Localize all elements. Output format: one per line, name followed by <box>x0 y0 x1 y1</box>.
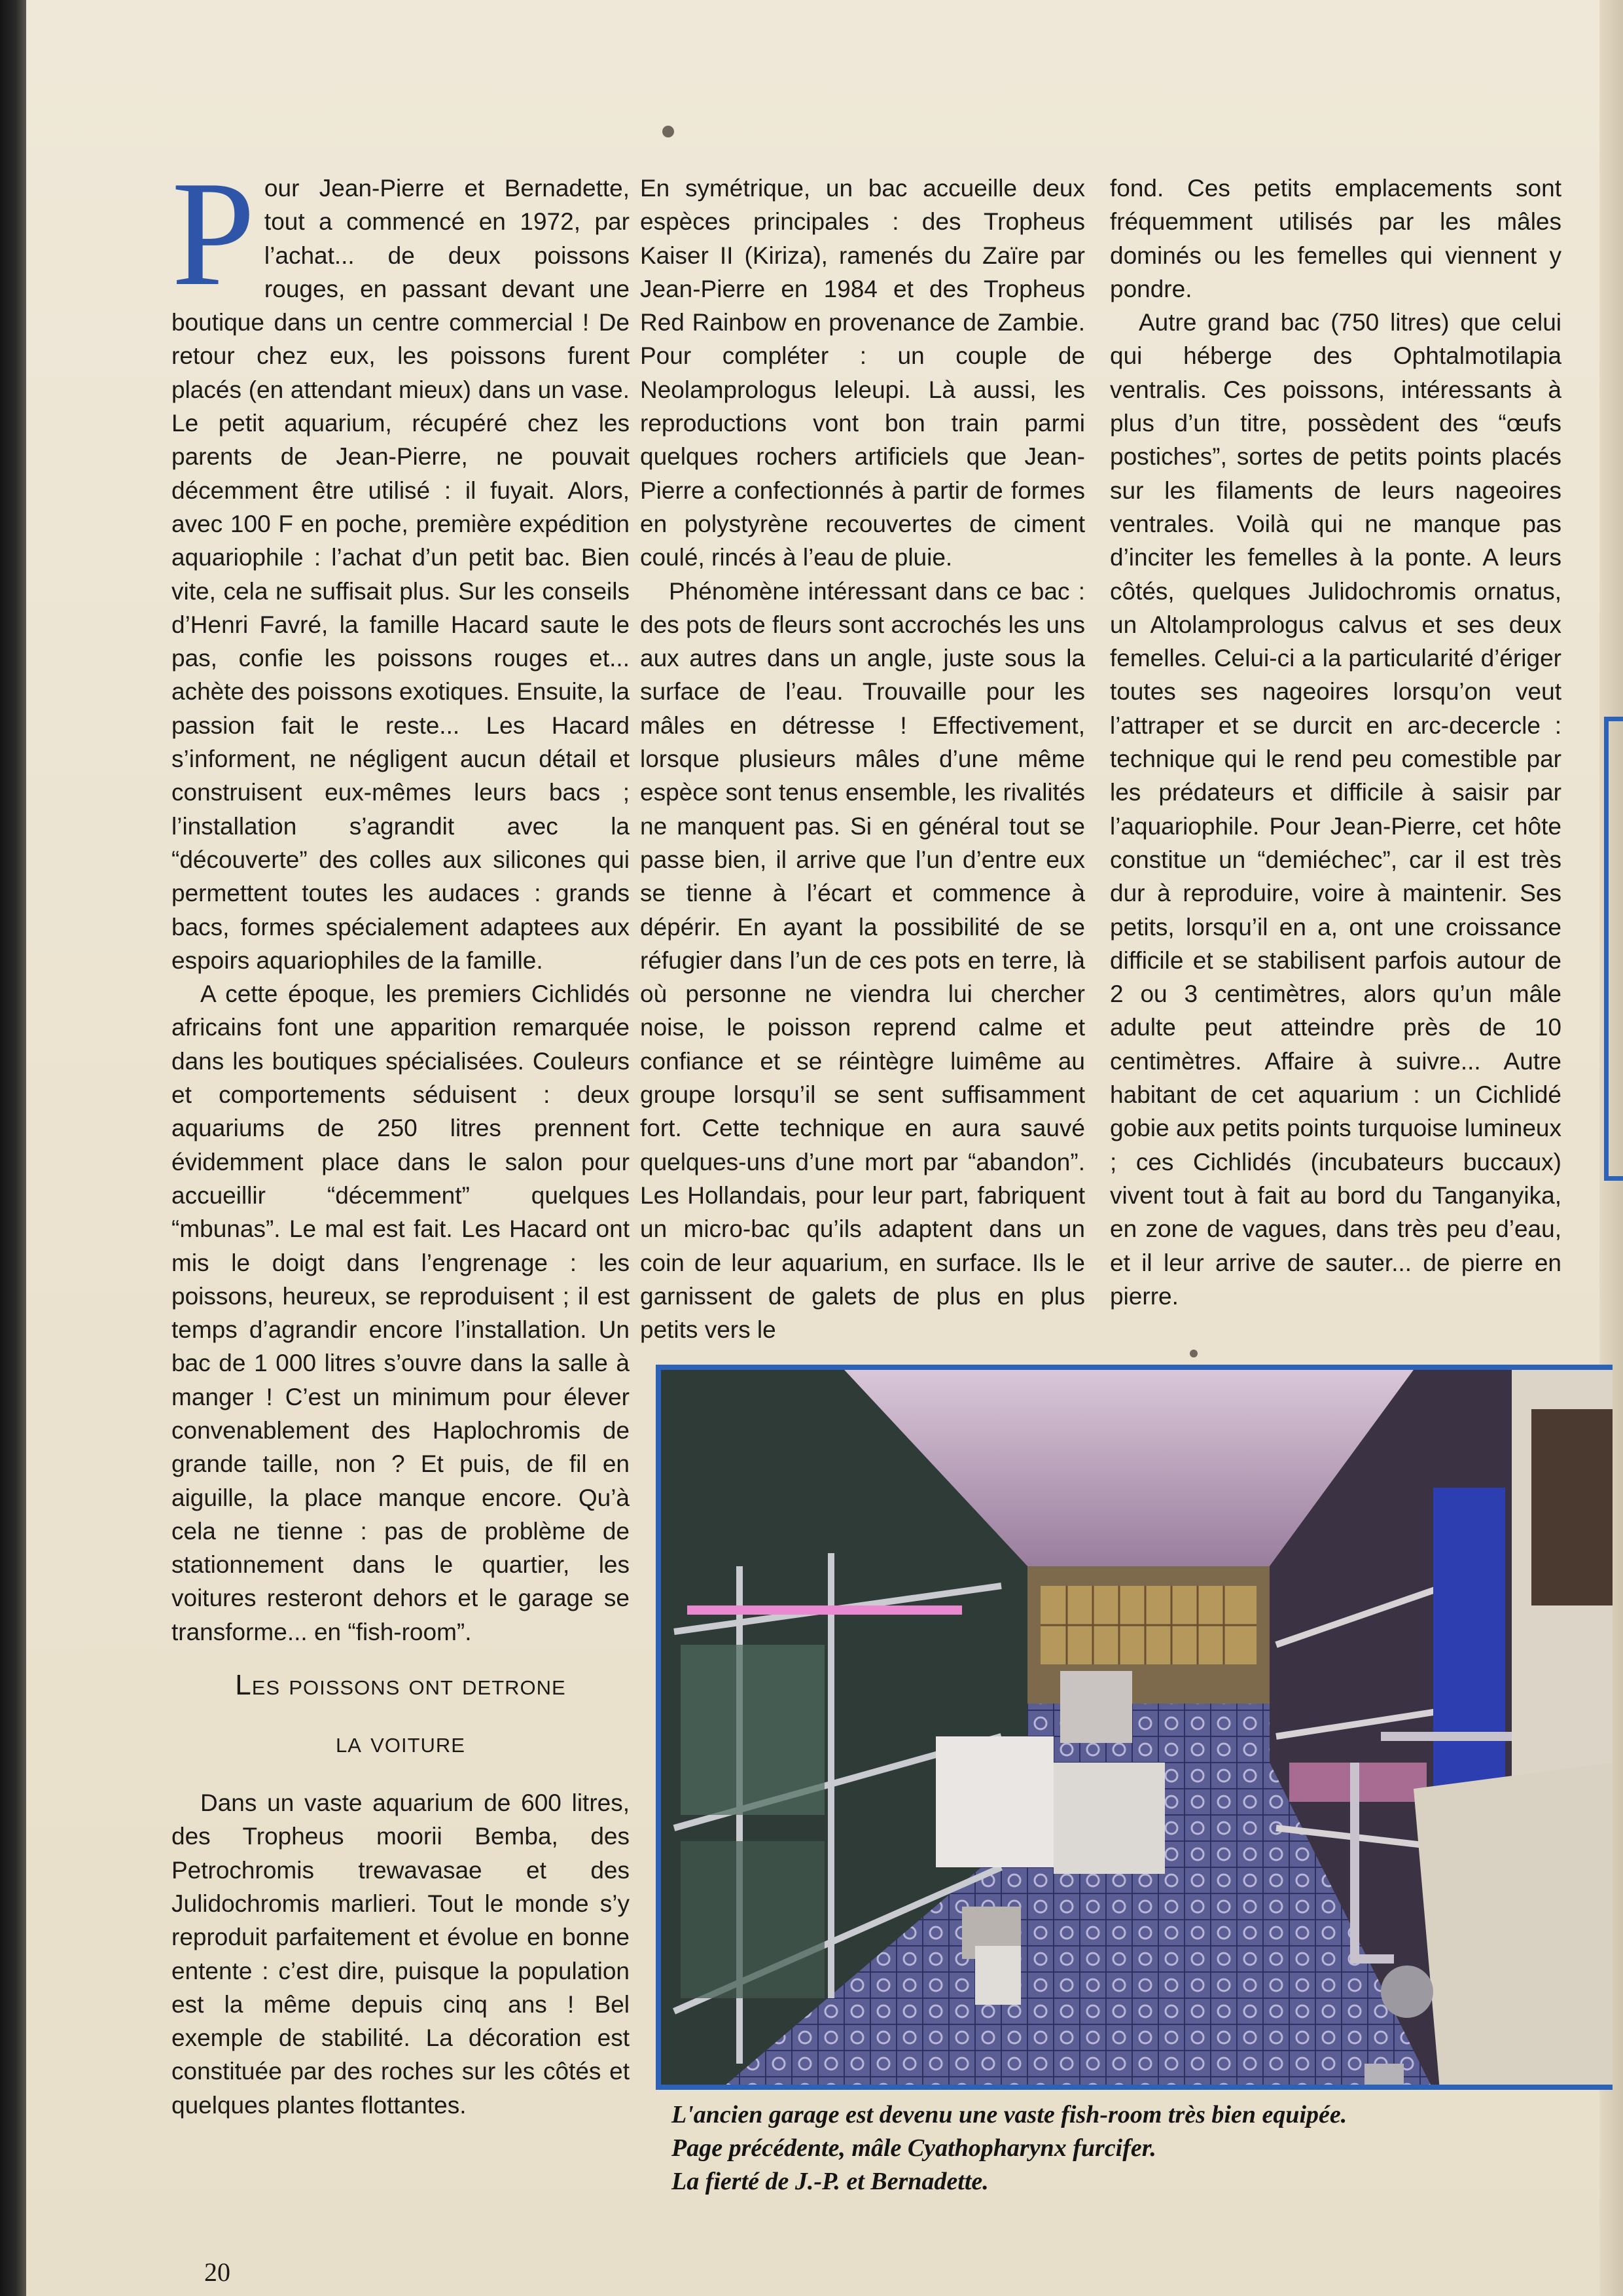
scan-edge-left <box>0 0 26 2296</box>
article-column-2 <box>640 171 1085 1346</box>
paragraph: fond. Ces petits emplacements sont fréquemment utilisés par les mâles dominés ou les femelles qui viennent y pondre. <box>1110 175 1561 302</box>
caption-line: La fierté de J.-P. et Bernadette. <box>671 2168 989 2195</box>
section-heading: Les poissons ont detrone <box>235 1669 566 1702</box>
adjacent-page-frame <box>1604 717 1623 1181</box>
fish-room-photo <box>656 1365 1613 2090</box>
section-heading: la voiture <box>336 1727 465 1759</box>
paragraph: A cette époque, les premiers Cichlidés africains font une apparition remarquée dans les boutiques spécialisées. Couleurs et comportements séduisent : deux aquariums de 250 litres prennent évidemment place dans le salon pour accueillir “décemment” quelques “mbunas”. Le mal est fait. Les Hacard ont mis le doigt dans l’engrenage : les poissons, heureux, se reproduisent ; il est temps d’agrandir encore l’installation. Un bac de 1 000 litres s’ouvre dans la salle à manger ! C’est un minimum pour élever convenablement des Haplochromis de grande taille, non ? Et puis, de fil en aiguille, la place manque encore. Qu’à cela ne tienne : pas de problème de stationnement dans le quartier, les voitures resteront dehors et le garage se transforme... en “fish-room”. <box>171 980 630 1645</box>
article-column-1 <box>171 150 630 2122</box>
drop-cap: P <box>171 150 255 317</box>
photo-caption <box>671 2098 1535 2198</box>
paragraph: Autre grand bac (750 litres) que celui qui héberge des Ophtalmotilapia ventralis. Ces poissons, intéressants à plus d’un titre, possèdent des “œufs postiches”, sortes de petits points placés sur les filaments de leurs nageoires ventrales. Voilà qui ne manque pas d’inciter les femelles à la ponte. A leurs côtés, quelques Julidochromis ornatus, un Altolamprologus calvus et ses deux femelles. Celui-ci a la particularité d’ériger toutes ses nageoires lorsqu’on veut l’attraper et se durcit en arc-decercle : technique qui le rend peu comestible par les prédateurs et difficile à saisir par l’aquariophile. Pour Jean-Pierre, cet hôte constitue un “demiéchec”, car il est très dur à reproduire, voire à maintenir. Ses petits, lorsqu’il en a, ont une croissance difficile et se stabilisent parfois autour de 2 ou 3 centimètres, alors qu’un mâle adulte peut atteindre près de 10 centimètres. Affaire à suivre... Autre habitant de cet aquarium : un Cichlidé gobie aux petits points turquoise lumineux ; ces Cichlidés (incubateurs buccaux) vivent tout à fait au bord du Tanganyika, en zone de vagues, dans très peu d’eau, et il leur arrive de sauter... de pierre en pierre. <box>1110 309 1561 1310</box>
paragraph: En symétrique, un bac accueille deux espèces principales : des Tropheus Kaiser II (Kiriza), ramenés du Zaïre par Jean-Pierre en 1984 et des Tropheus Red Rainbow en provenance de Zambie. Pour compléter : un couple de Neolamprologus leleupi. Là aussi, les reproductions vont bon train parmi quelques rochers artificiels que Jean-Pierre a confectionnés à partir de formes en polystyrène recouvertes de ciment coulé, rincés à l’eau de pluie. <box>640 175 1085 571</box>
page-number: 20 <box>204 2257 230 2287</box>
paragraph: Dans un vaste aquarium de 600 litres, des Tropheus moorii Bemba, des Petrochromis trewavasae et des Julidochromis marlieri. Tout le monde s’y reproduit parfaitement et évolue en bonne entente : c’est dire, puisque la population est la même depuis cinq ans ! Bel exemple de stabilité. La décoration est constituée par des roches sur les côtés et quelques plantes flottantes. <box>171 1789 630 2119</box>
page-mark <box>662 126 674 137</box>
page-mark <box>1190 1350 1198 1357</box>
article-column-3 <box>1110 171 1561 1313</box>
fish-room-illustration <box>661 1370 1613 2090</box>
caption-line: L'ancien garage est devenu une vaste fish-room très bien equipée. <box>671 2101 1347 2128</box>
paragraph: our Jean-Pierre et Bernadette, tout a commencé en 1972, par l’achat... de deux poissons rouges, en passant devant une boutique dans un centre commercial ! De retour chez eux, les poissons furent placés (en attendant mieux) dans un vase. Le petit aquarium, récupéré chez les parents de Jean-Pierre, ne pouvait décemment être utilisé : il fuyait. Alors, avec 100 F en poche, première expédition aquariophile : l’achat d’un petit bac. Bien vite, cela ne suffisait plus. Sur les conseils d’Henri Favré, la famille Hacard saute le pas, confie les poissons rouges et... achète des poissons exotiques. Ensuite, la passion fait le reste... Les Hacard s’informent, ne négligent aucun détail et construisent eux-mêmes leurs bacs ; l’installation s’agrandit avec la “découverte” des colles aux silicones qui permettent toutes les audaces : grands bacs, formes spécialement adaptees aux espoirs aquariophiles de la famille. <box>171 175 630 974</box>
paragraph: Phénomène intéressant dans ce bac : des pots de fleurs sont accrochés les uns aux autres dans un angle, juste sous la surface de l’eau. Trouvaille pour les mâles en détresse ! Effectivement, lorsque plusieurs mâles d’une même espèce sont tenus ensemble, les rivalités ne manquent pas. Si en général tout se passe bien, il arrive que l’un d’entre eux se tienne à l’écart et commence à dépérir. En ayant la possibilité de se réfugier dans l’un de ces pots en terre, là où personne ne viendra lui chercher noise, le poisson reprend calme et confiance et se réintègre luimême au groupe lorsqu’il se sent suffisamment fort. Cette technique en aura sauvé quelques-uns d’une mort par “abandon”. Les Hollandais, pour leur part, fabriquent un micro-bac qu’ils adaptent dans un coin de leur aquarium, en surface. Ils le garnissent de galets de plus en plus petits vers le <box>640 577 1085 1344</box>
caption-line: Page précédente, mâle Cyathopharynx furcifer. <box>671 2134 1156 2162</box>
